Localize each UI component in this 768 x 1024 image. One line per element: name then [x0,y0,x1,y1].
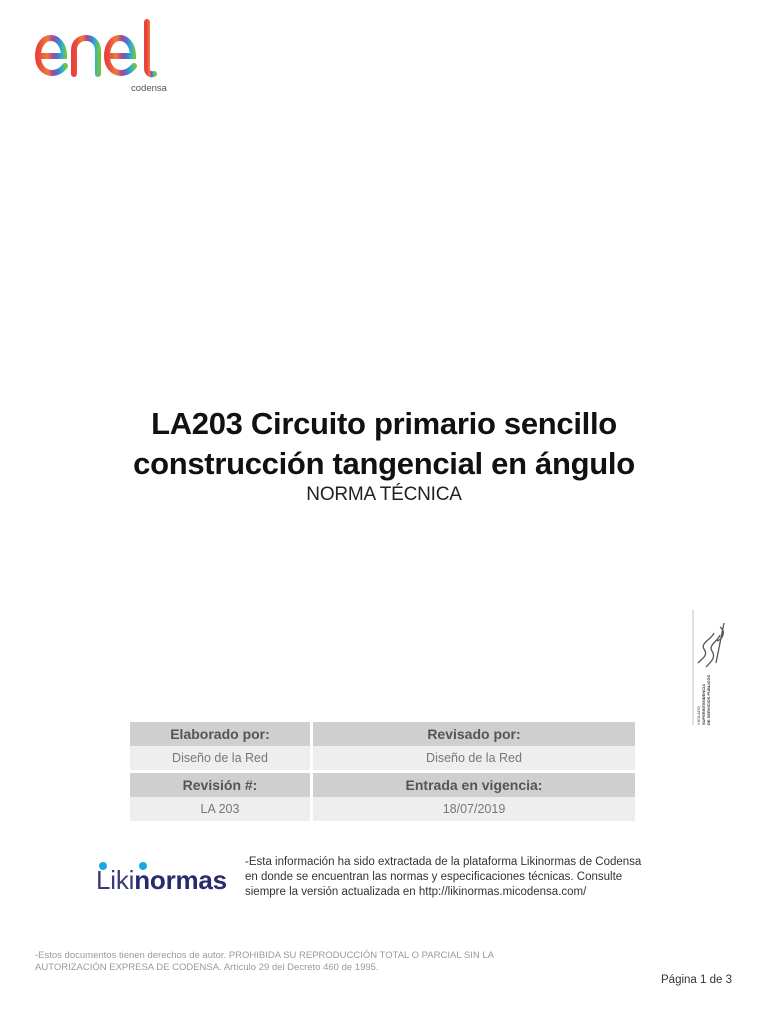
metadata-header-row [130,722,635,746]
likinormas-logo [96,860,241,900]
title-block [0,404,768,506]
page-number: Página 1 de 3 [661,974,732,986]
copyright-notice: -Estos documentos tienen derechos de autor. PROHIBIDA SU REPRODUCCIÓN TOTAL O PARCIAL SIN LA AUTORIZACIÓN EXPRESA DE CODENSA. Artículo 29 del Decreto 460 de 1995. [35,950,494,973]
metadata-header-row [130,773,635,797]
document-subtitle: NORMA TÉCNICA [306,484,462,505]
ssp-stamp [690,605,726,727]
document-title-line-2: construcción tangencial en ángulo [133,446,635,481]
likinormas-wordmark [96,865,227,895]
stamp-text [690,605,726,727]
metadata-value-row [130,797,635,824]
revisado-label: Revisado por: [313,722,635,746]
stamp-line-3: DE SERVICIOS PÚBLICOS [706,674,711,725]
vigencia-value: 18/07/2019 [313,797,635,824]
revision-value: LA 203 [130,797,313,824]
svg-text:enel: enel [109,18,111,19]
document-title-line-1: LA203 Circuito primario sencillo [151,406,617,441]
enel-logo-graphic [34,18,184,88]
metadata-value-row [130,746,635,773]
logo-subtext: codensa [131,83,167,94]
revision-label: Revisión #: [130,773,313,797]
elaborado-value: Diseño de la Red [130,746,313,773]
stamp-line-1: VIGILADO [696,706,701,725]
vigencia-label: Entrada en vigencia: [313,773,635,797]
likinormas-brand-a: Liki [96,865,135,895]
stamp-line-2: SUPERINTENDENCIA [701,683,706,725]
metadata-table [130,722,635,824]
likinormas-brand-b: normas [134,865,227,895]
revisado-value: Diseño de la Red [313,746,635,773]
likinormas-info-text: -Esta información ha sido extractada de la plataforma Likinormas de Codensa en donde se encuentran las normas y especificaciones técnicas. Consulte siempre la versión actualizada en http://likinormas.micodensa.com/ [245,856,642,898]
elaborado-label: Elaborado por: [130,722,313,746]
